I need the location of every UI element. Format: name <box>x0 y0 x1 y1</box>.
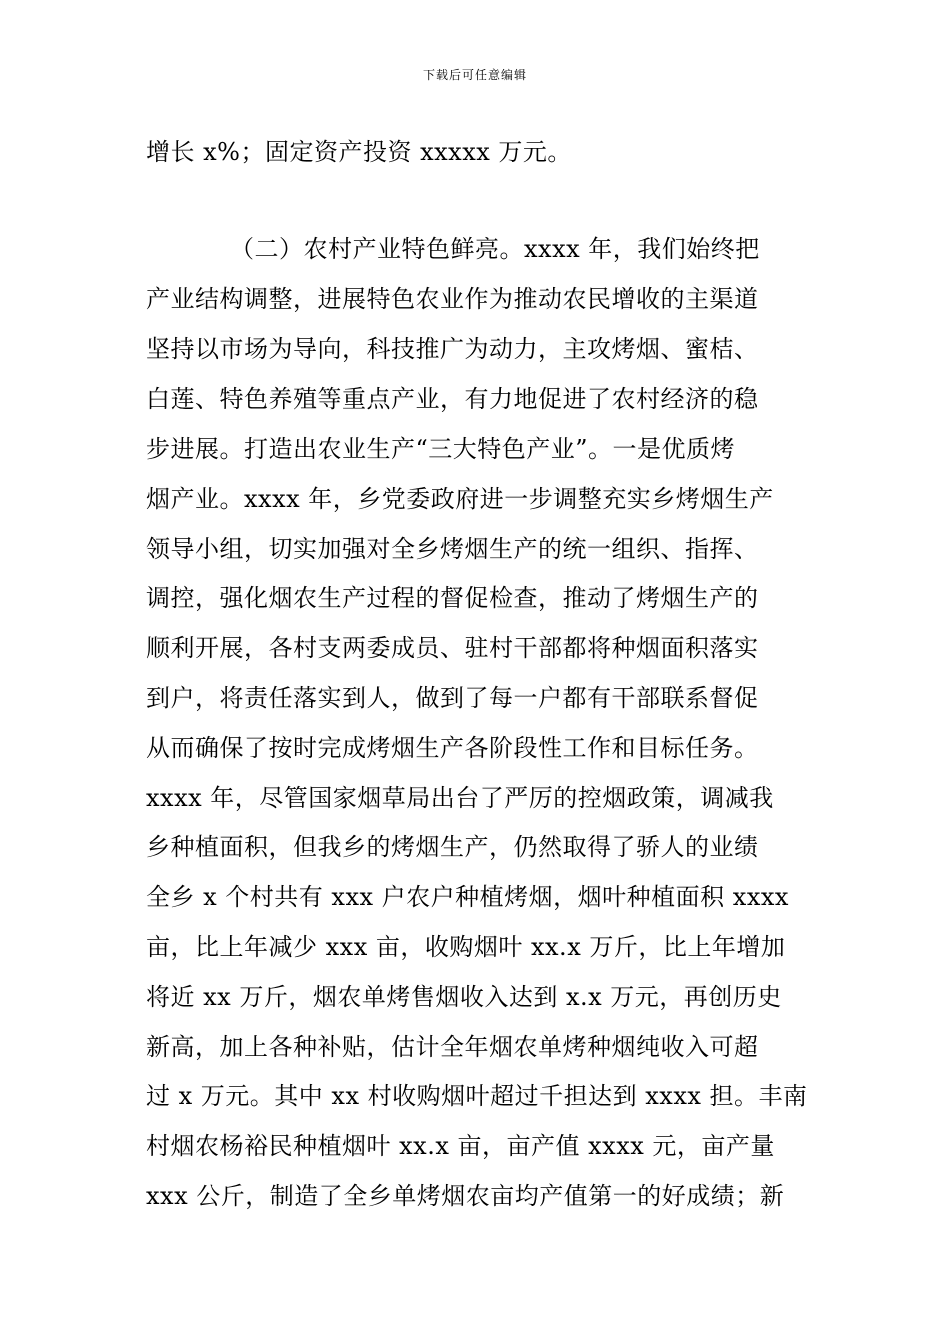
text-line: 亩，比上年减少 xxx 亩，收购烟叶 xx.x 万斤，比上年增加 <box>146 933 786 961</box>
text-line: 将近 xx 万斤，烟农单烤售烟收入达到 x.x 万元，再创历史 <box>146 983 782 1011</box>
text-line: 步进展。打造出农业生产“三大特色产业”。一是优质烤 <box>146 435 736 463</box>
text-line: 全乡 x 个村共有 xxx 户农户种植烤烟，烟叶种植面积 xxxx <box>146 883 789 911</box>
text-line: 顺利开展，各村支两委成员、驻村干部都将种烟面积落实 <box>146 634 759 662</box>
text-line: 新高，加上各种补贴，估计全年烟农单烤种烟纯收入可超 <box>146 1033 759 1061</box>
text-line: 从而确保了按时完成烤烟生产各阶段性工作和目标任务。 <box>146 734 759 762</box>
text-line: 调控，强化烟农生产过程的督促检查，推动了烤烟生产的 <box>146 584 759 612</box>
text-line: 村烟农杨裕民种植烟叶 xx.x 亩，亩产值 xxxx 元，亩产量 <box>146 1132 775 1160</box>
text-line: 领导小组，切实加强对全乡烤烟生产的统一组织、指挥、 <box>146 535 759 563</box>
text-line: 增长 x%；固定资产投资 xxxxx 万元。 <box>146 138 572 166</box>
text-line: xxx 公斤，制造了全乡单烤烟农亩均产值第一的好成绩；新 <box>146 1182 785 1210</box>
text-line: 到户，将责任落实到人，做到了每一户都有干部联系督促 <box>146 684 759 712</box>
text-line: 过 x 万元。其中 xx 村收购烟叶超过千担达到 xxxx 担。丰南 <box>146 1082 808 1110</box>
page-header-note: 下载后可任意编辑 <box>422 68 527 82</box>
text-line: xxxx 年，尽管国家烟草局出台了严厉的控烟政策，调减我 <box>146 784 774 812</box>
text-line: 坚持以市场为导向，科技推广为动力，主攻烤烟、蜜桔、 <box>146 335 759 363</box>
text-line: 产业结构调整，进展特色农业作为推动农民增收的主渠道 <box>146 285 759 313</box>
text-line: 乡种植面积，但我乡的烤烟生产，仍然取得了骄人的业绩 <box>146 833 759 861</box>
section-heading-line: （二）农村产业特色鲜亮。xxxx 年，我们始终把 <box>230 235 760 263</box>
text-line: 烟产业。xxxx 年，乡党委政府进一步调整充实乡烤烟生产 <box>146 485 774 513</box>
text-line: 白莲、特色养殖等重点产业，有力地促进了农村经济的稳 <box>146 385 759 413</box>
